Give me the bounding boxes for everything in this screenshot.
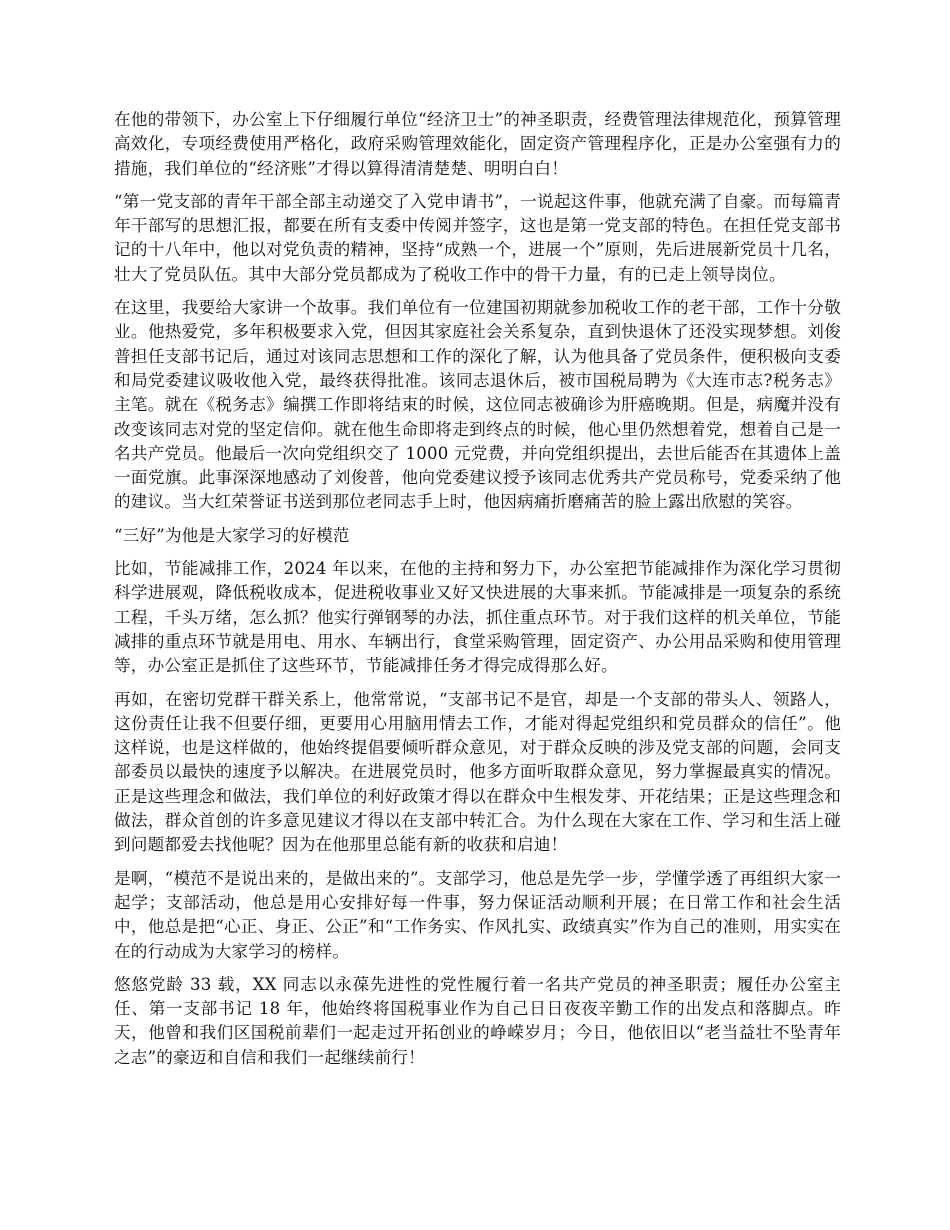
paragraph-party-branch: “第一党支部的青年干部全部主动递交了入党申请书”，一说起这件事，他就充满了自豪。而每篇青年干部写的思想汇报，都要在所有支委中传阅并签字，这也是第一党支部的特色。在担任党支部书记的十八年中，他以对党负责的精神，坚持“成熟一个，进展一个”原则，先后进展新党员十几名，壮大了党员队伍。其中大部分党员都成为了税收工作中的骨干力量，有的已走上领导岗位。 — [114, 191, 841, 284]
document-body — [114, 108, 841, 1079]
paragraph-story: 在这里，我要给大家讲一个故事。我们单位有一位建国初期就参加税收工作的老干部，工作十分敬业。他热爱党，多年积极要求入党，但因其家庭社会关系复杂，直到快退休了还没实现梦想。刘俊普担任支部书记后，通过对该同志思想和工作的深化了解，认为他具备了党员条件，便积极向支委和局党委建议吸收他入党，最终获得批准。该同志退休后，被市国税局聘为《大连市志?税务志》主笔。就在《税务志》编撰工作即将结束的时候，这位同志被确诊为肝癌晚期。但是，病魔并没有改变该同志对党的坚定信仰。就在他生命即将走到终点的时候，他心里仍然想着党，想着自己是一名共产党员。他最后一次向党组织交了 1000 元党费，并向党组织提出，去世后能否在其遗体上盖一面党旗。此事深深地感动了刘俊普，他向党委建议授予该同志优秀共产党员称号，党委采纳了他的建议。当大红荣誉证书送到那位老同志手上时，他因病痛折磨痛苦的脸上露出欣慰的笑容。 — [114, 298, 841, 512]
paragraph-conclusion: 悠悠党龄 33 载，XX 同志以永葆先进性的党性履行着一名共产党员的神圣职责；履任办公室主任、第一支部书记 18 年，他始终将国税事业作为自己日日夜夜辛勤工作的出发点和落脚点。昨天，他曾和我们区国税前辈们一起走过开拓创业的峥嵘岁月；今日，他依旧以“老当益壮不坠青年之志”的豪迈和自信和我们一起继续前行！ — [114, 974, 841, 1067]
section-heading: “三好”为他是大家学习的好模范 — [114, 525, 350, 545]
paragraph-economy: 在他的带领下，办公室上下仔细履行单位“经济卫士”的神圣职责，经费管理法律规范化，预算管理高效化，专项经费使用严格化，政府采购管理效能化，固定资产管理程序化，正是办公室强有力的措施，我们单位的“经济账”才得以算得清清楚楚、明明白白！ — [114, 110, 841, 178]
paragraph-role-model: 是啊，“模范不是说出来的，是做出来的”。支部学习，他总是先学一步，学懂学透了再组织大家一起学；支部活动，他总是用心安排好每一件事，努力保证活动顺利开展；在日常工作和社会生活中，他总是把“心正、身正、公正”和“工作务实、作风扎实、政绩真实”作为自己的准则，用实实在在的行动成为大家学习的榜样。 — [114, 868, 841, 961]
paragraph-party-relations: 再如，在密切党群干群关系上，他常常说，“支部书记不是官，却是一个支部的带头人、领路人，这份责任让我不但要仔细，更要用心用脑用情去工作，才能对得起党组织和党员群众的信任”。他这样说，也是这样做的，他始终提倡要倾听群众意见，对于群众反映的涉及党支部的问题，会同支部委员以最快的速度予以解决。在进展党员时，他多方面听取群众意见，努力掌握最真实的情况。正是这些理念和做法，我们单位的利好政策才得以在群众中生根发芽、开花结果；正是这些理念和做法，群众首创的许多意见建议才得以在支部中转汇合。为什么现在大家在工作、学习和生活上碰到问题都爱去找他呢？因为在他那里总能有新的收获和启迪！ — [114, 689, 841, 855]
paragraph-energy-saving: 比如，节能减排工作，2024 年以来，在他的主持和努力下，办公室把节能减排作为深化学习贯彻科学进展观，降低税收成本，促进税收事业又好又快进展的大事来抓。节能减排是一项复杂的系统工程，千头万绪，怎么抓？他实行弹钢琴的办法，抓住重点环节。对于我们这样的机关单位，节能减排的重点环节就是用电、用水、车辆出行，食堂采购管理，固定资产、办公用品采购和使用管理等，办公室正是抓住了这些环节，节能减排任务才得完成得那么好。 — [114, 559, 841, 676]
